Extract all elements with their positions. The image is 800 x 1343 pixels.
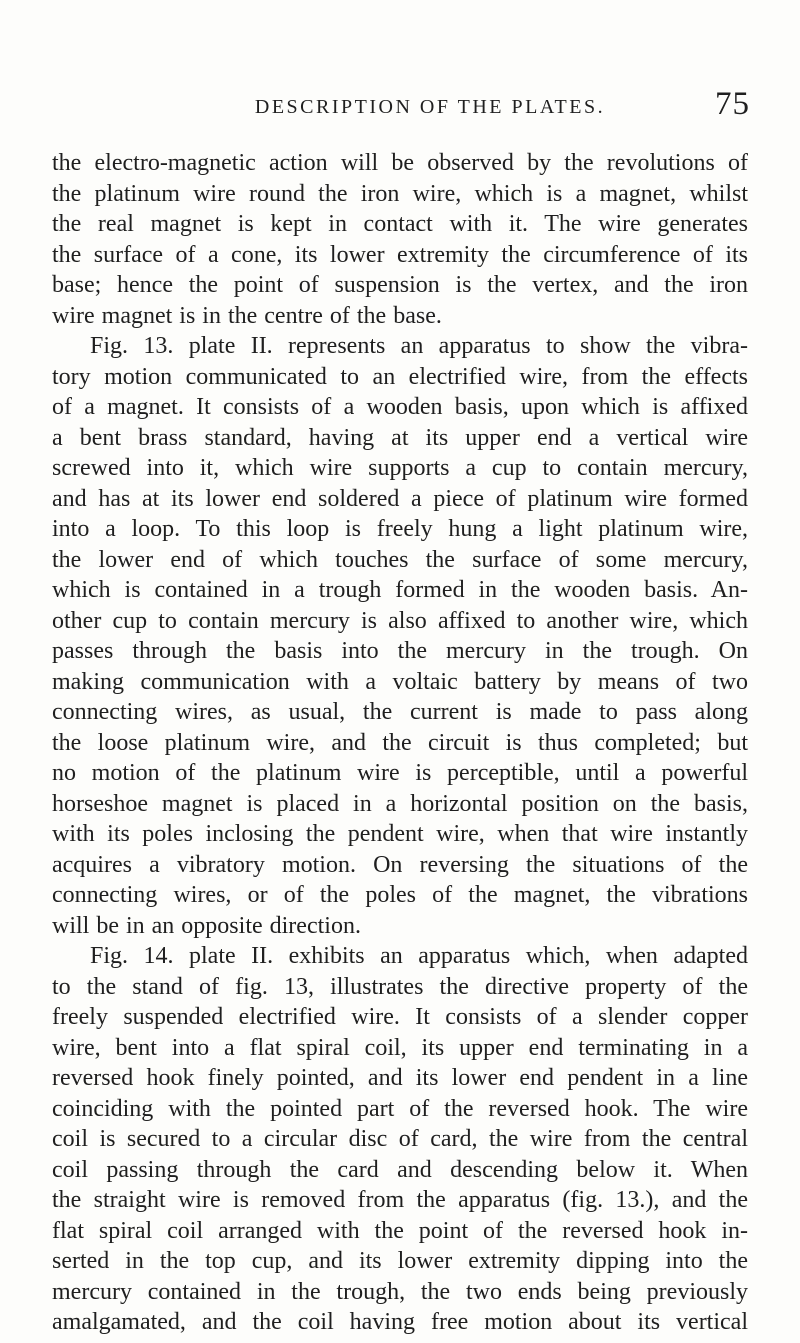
text-line: passes through the basis into the mercury in the trough. On — [52, 638, 748, 664]
text-line: connecting wires, as usual, the current is made to pass along — [52, 699, 748, 725]
text-line: the loose platinum wire, and the circuit is thus completed; but — [52, 729, 748, 756]
text-line: mercury contained in the trough, the two ends being previously — [52, 1278, 748, 1305]
text-line: coil is secured to a circular disc of card, the wire from the central — [52, 1126, 748, 1152]
text-line: the platinum wire round the iron wire, which is a magnet, whilst — [52, 180, 748, 207]
text-line: horseshoe magnet is placed in a horizontal position on the basis, — [52, 790, 748, 817]
text-line: and has at its lower end soldered a piece of platinum wire formed — [52, 485, 748, 512]
text-line: the electro-magnetic action will be observed by the revolutions of — [52, 150, 748, 176]
text-line: will be in an opposite direction. — [52, 912, 361, 939]
text-line: other cup to contain mercury is also affixed to another wire, which — [52, 607, 748, 634]
text-line: screwed into it, which wire supports a cup to contain mercury, — [52, 455, 748, 481]
text-line: making communication with a voltaic battery by means of two — [52, 668, 748, 695]
text-line: coil passing through the card and descending below it. When — [52, 1156, 748, 1183]
text-line: which is contained in a trough formed in the wooden basis. An- — [52, 577, 748, 603]
page-number: 75 — [715, 86, 750, 122]
text-line: freely suspended electrified wire. It consists of a slender copper — [52, 1004, 748, 1030]
text-line: of a magnet. It consists of a wooden basis, upon which is affixed — [52, 394, 748, 420]
text-line: no motion of the platinum wire is perceptible, until a powerful — [52, 760, 748, 786]
running-head: DESCRIPTION OF THE PLATES. — [254, 96, 606, 118]
text-line: wire, bent into a flat spiral coil, its upper end terminating in a — [52, 1034, 748, 1061]
text-line: reversed hook finely pointed, and its lower end pendent in a line — [52, 1065, 748, 1091]
text-line: amalgamated, and the coil having free motion about its vertical — [52, 1309, 748, 1335]
text-line: wire magnet is in the centre of the base. — [52, 302, 442, 329]
text-line: flat spiral coil arranged with the point of the reversed hook in- — [52, 1217, 748, 1244]
text-line: the surface of a cone, its lower extremity the circumference of its — [52, 241, 748, 268]
text-line: the real magnet is kept in contact with it. The wire generates — [52, 211, 748, 237]
body-text — [52, 148, 748, 1338]
text-line: the straight wire is removed from the apparatus (fig. 13.), and the — [52, 1187, 748, 1213]
text-line: Fig. 14. plate II. exhibits an apparatus which, when adapted — [90, 943, 748, 969]
text-line: tory motion communicated to an electrified wire, from the effects — [52, 363, 748, 390]
text-line: connecting wires, or of the poles of the magnet, the vibrations — [52, 882, 748, 908]
text-line: a bent brass standard, having at its upper end a vertical wire — [52, 424, 748, 451]
text-line: coinciding with the pointed part of the reversed hook. The wire — [52, 1095, 748, 1122]
text-line: to the stand of fig. 13, illustrates the directive property of the — [52, 973, 748, 1000]
text-line: acquires a vibratory motion. On reversing the situations of the — [52, 851, 748, 878]
text-line: with its poles inclosing the pendent wire, when that wire instantly — [52, 821, 748, 847]
text-line: into a loop. To this loop is freely hung a light platinum wire, — [52, 516, 748, 542]
page-header — [110, 86, 750, 132]
text-line: serted in the top cup, and its lower extremity dipping into the — [52, 1248, 748, 1274]
text-line: the lower end of which touches the surface of some mercury, — [52, 546, 748, 573]
text-line: Fig. 13. plate II. represents an apparatus to show the vibra- — [90, 333, 748, 359]
text-line: base; hence the point of suspension is the vertex, and the iron — [52, 272, 748, 298]
